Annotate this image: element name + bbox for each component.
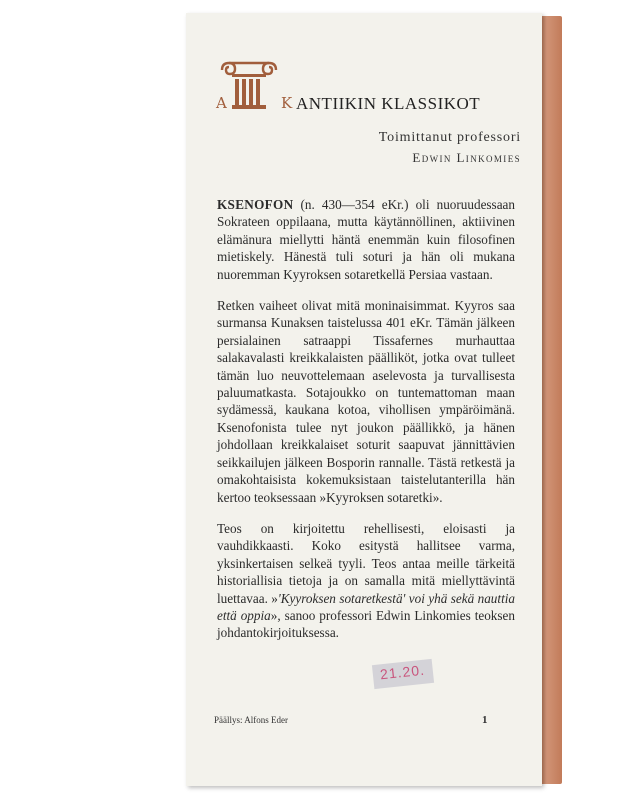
author-name: KSENOFON [217,197,294,212]
cover-design-credit: Päällys: Alfons Eder [214,715,288,725]
series-logo [216,60,518,113]
ionic-column-icon [218,60,280,110]
price-sticker-text: 21.20. [379,661,426,683]
blurb-text [217,196,515,656]
editor-credit-line: Toimittanut professori [378,130,521,145]
blurb-paragraph-2: Retken vaiheet olivat mitä moninaisimmat. Kyyros saa surmansa Kunaksen taistelussa 401 eKr. Tämän jälkeen persialainen satraappi Tissafernes murhauttaa salakavalasti kreikkalaisten päälliköt, jotka ovat tulleet tämän luo neuvottelemaan aselevosta ja turvallisesta paluumatkasta. Sotajoukko on tuntemattoman maan sydämessä, kaukana kotoa, vihollisen ympäröimänä. Ksenofonista tulee nyt joukon päällikkö, ja hänen johdollaan kreikkalaiset soturit saapuvat jännittävien seikkailujen jälkeen Bosporin rannalle. Tästä retkestä ja omakohtaisista kokemuksistaan taistelutanterilla hän kertoo teoksessaan »Kyyroksen sotaretki». [217,298,515,505]
paragraph-1-text: (n. 430—354 eKr.) oli nuoruudessaan Sokrateen oppilaana, mutta käytännöllinen, aktiivinen elämänura miellytti häntä enemmän kuin filosofinen mietiskely. Hänestä tuli soturi ja hän oli mukana nuoremman Kyyroksen sotaretkellä Persiaa vastaan. [217,197,515,282]
page-number: 1 [482,714,488,726]
editor-name: Edwin Linkomies [412,150,521,165]
logo-letter-a: A [216,94,227,112]
blurb-paragraph-1 [217,196,515,283]
paragraph-3-quote: 'Kyyroksen sotaretkestä' voi yhä sekä nauttia että oppia [217,590,515,623]
series-title: ANTIIKIN KLASSIKOT [296,94,481,113]
paragraph-3-text-a: Teos on kirjoitettu rehellisesti, eloisasti ja vauhdikkaasti. Koko esitystä hallitsee varma, yksinkertaisen selkeä tyyli. Teos antaa meille tärkeitä historiallisia tietoja ja on samalla mitä miellyttävintä luettavaa. » [217,520,515,606]
logo-letter-k: K [281,94,293,112]
blurb-paragraph-3 [217,520,515,642]
paragraph-3-text-b: », sanoo professori Edwin Linkomies teoksen johdantokirjoituksessa. [217,607,515,641]
